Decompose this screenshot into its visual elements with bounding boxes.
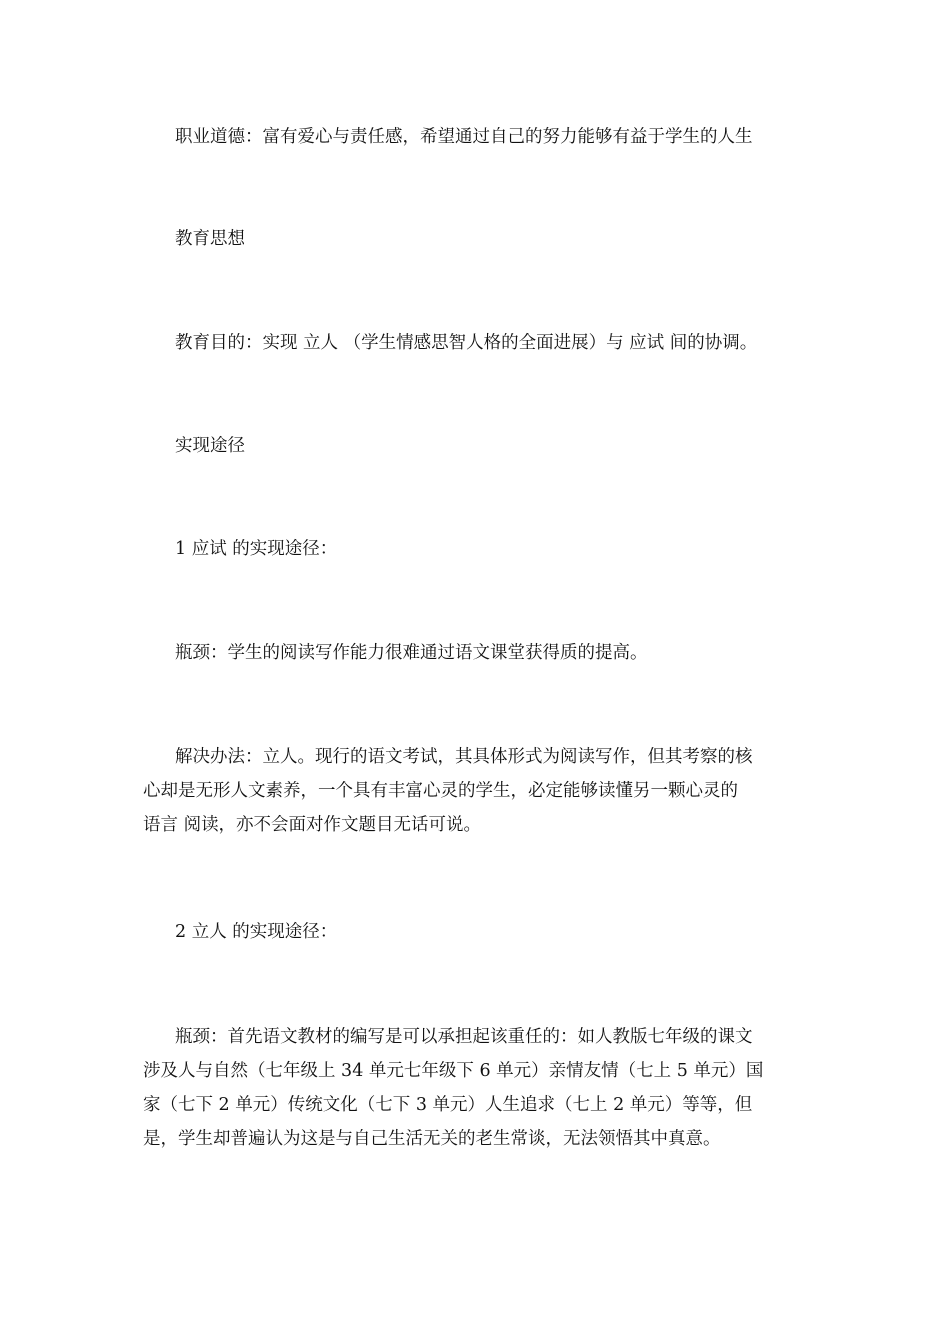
text-line: 心却是无形人文素养，一个具有丰富心灵的学生，必定能够读懂另一颗心灵的 — [143, 781, 738, 801]
paragraph-professional-ethics — [143, 120, 823, 154]
paragraph-bottleneck-1 — [143, 636, 823, 670]
text-line: 职业道德：富有爱心与责任感，希望通过自己的努力能够有益于学生的人生 — [175, 127, 753, 147]
text-line: 瓶颈：首先语文教材的编写是可以承担起该重任的：如人教版七年级的课文 — [175, 1027, 753, 1047]
heading-exam-path — [143, 532, 823, 566]
text-line: 教育目的：实现 立人 （学生情感思智人格的全面进展）与 应试 间的协调。 — [175, 333, 758, 353]
paragraph-bottleneck-2 — [143, 1020, 823, 1156]
text-line: 是，学生却普遍认为这是与自己生活无关的老生常谈，无法领悟其中真意。 — [143, 1129, 721, 1149]
text-line: 实现途径 — [175, 436, 245, 456]
text-line: 教育思想 — [175, 229, 245, 249]
paragraph-education-goal — [143, 326, 823, 360]
heading-person-path — [143, 915, 823, 949]
heading-implementation-path — [143, 429, 823, 463]
text-line: 1 应试 的实现途径： — [175, 539, 338, 559]
text-line: 2 立人 的实现途径： — [175, 922, 338, 942]
heading-education-thought — [143, 222, 823, 256]
text-line: 涉及人与自然（七年级上 34 单元七年级下 6 单元）亲情友情（七上 5 单元）国 — [143, 1061, 764, 1081]
text-line: 语言 阅读，亦不会面对作文题目无话可说。 — [143, 815, 482, 835]
text-line: 瓶颈：学生的阅读写作能力很难通过语文课堂获得质的提高。 — [175, 643, 648, 663]
paragraph-solution — [143, 740, 823, 842]
text-line: 家（七下 2 单元）传统文化（七下 3 单元）人生追求（七上 2 单元）等等，但 — [143, 1095, 753, 1115]
text-line: 解决办法：立人。现行的语文考试，其具体形式为阅读写作，但其考察的核 — [175, 747, 753, 767]
